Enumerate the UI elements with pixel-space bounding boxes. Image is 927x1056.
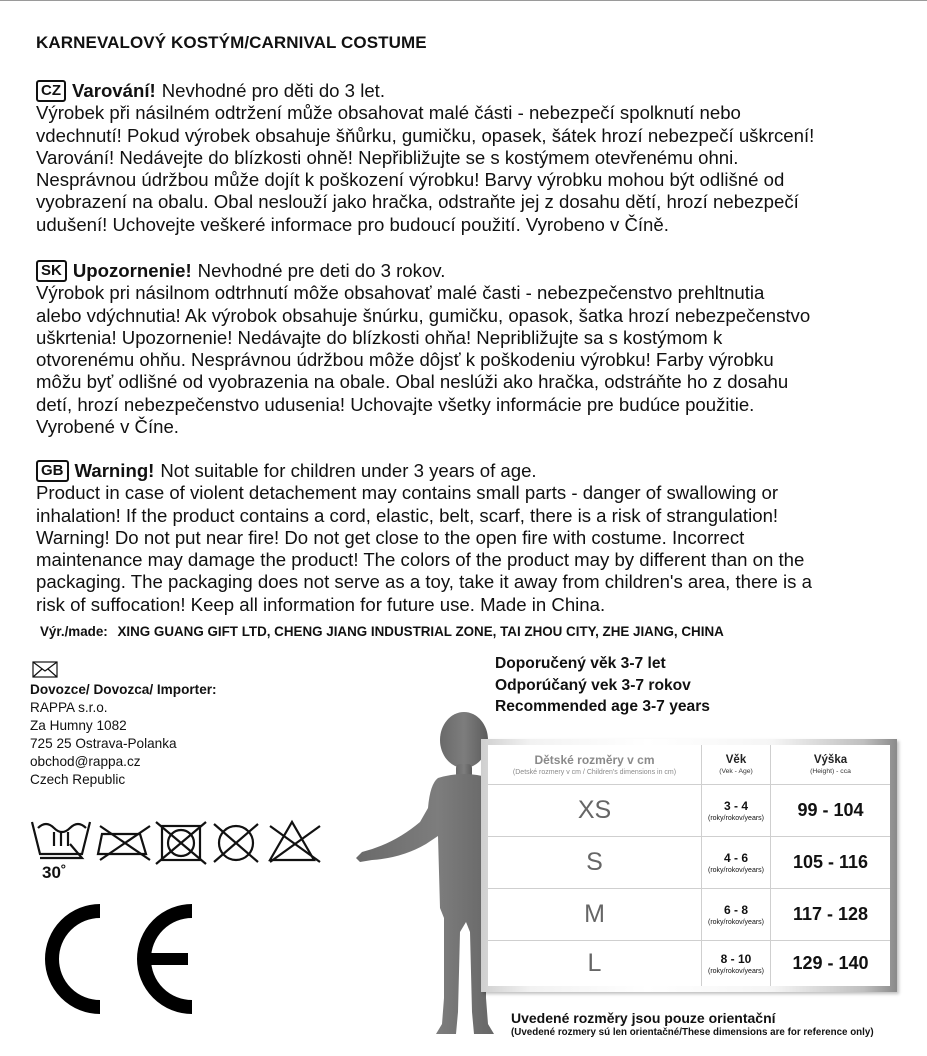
manufacturer-text: XING GUANG GIFT LTD, CHENG JIANG INDUSTRIAL ZONE, TAI ZHOU CITY, ZHE JIANG, CHINA bbox=[117, 624, 724, 639]
importer-block bbox=[30, 681, 217, 789]
warning-headline: Nevhodné pro děti do 3 let. bbox=[161, 80, 385, 101]
warning-line: Vyrobené v Číne. bbox=[36, 416, 179, 438]
warning-headline: Not suitable for children under 3 years of age. bbox=[160, 460, 537, 481]
warning-line: Nesprávnou údržbou může dojít k poškození výrobku! Barvy výrobku mohou být odlišné od bbox=[36, 169, 785, 191]
age-header-sub: (Vek - Age) bbox=[719, 768, 753, 775]
age-cell bbox=[702, 785, 771, 837]
envelope-icon bbox=[32, 661, 58, 678]
warning-line: vyobrazení na obalu. Obal neslouží jako hračka, odstraňte jej z dosahu dětí, hrozí nebezpečí bbox=[36, 191, 799, 213]
height-cell bbox=[771, 785, 890, 837]
warning-line: otvorenému ohňu. Nesprávnou údržbou môže dôjsť k poškodeniu výrobku! Farby výrobku bbox=[36, 349, 774, 371]
language-badge: SK bbox=[36, 260, 67, 282]
language-badge: GB bbox=[36, 460, 69, 482]
age-unit: (roky/rokov/years) bbox=[707, 815, 764, 822]
size-cell bbox=[488, 889, 702, 941]
warning-line: inhalation! If the product contains a cord, elastic, belt, scarf, there is a risk of strangulation! bbox=[36, 504, 779, 526]
age-cell bbox=[702, 889, 771, 941]
importer-line: Za Humny 1082 bbox=[30, 718, 127, 733]
wash-30-icon bbox=[32, 822, 90, 858]
wash-temperature: 30˚ bbox=[42, 863, 67, 882]
importer-heading: Dovozce/ Dovozca/ Importer: bbox=[30, 682, 217, 697]
size-header-main: Dětské rozměry v cm bbox=[534, 753, 655, 767]
warning-line: risk of suffocation! Keep all information for future use. Made in China. bbox=[36, 593, 606, 615]
size-value: XS bbox=[577, 796, 612, 824]
size-value: M bbox=[584, 900, 605, 928]
size-value: L bbox=[587, 949, 602, 977]
size-table bbox=[488, 745, 890, 986]
warning-line: Výrobek při násilném odtržení může obsahovat malé části - nebezpečí spolknutí nebo bbox=[36, 102, 741, 124]
height-header bbox=[771, 745, 890, 785]
language-badge: CZ bbox=[36, 80, 66, 102]
size-cell bbox=[488, 837, 702, 889]
no-tumble-dry-icon bbox=[156, 822, 206, 864]
age-unit: (roky/rokov/years) bbox=[707, 968, 764, 975]
recommended-age-line: Recommended age 3-7 years bbox=[495, 698, 710, 715]
warning-label: Varování! bbox=[72, 80, 156, 101]
warning-line: uškrtenia! Upozornenie! Nedávajte do blízkosti ohňa! Nepribližujte sa s kostýmom k bbox=[36, 326, 723, 348]
height-value: 129 - 140 bbox=[792, 953, 869, 973]
age-value: 8 - 10 bbox=[720, 952, 752, 966]
warning-line: maintenance may damage the product! The colors of the product may by different than on the bbox=[36, 549, 805, 571]
size-table-frame bbox=[481, 739, 897, 992]
size-cell bbox=[488, 785, 702, 837]
age-header bbox=[702, 745, 771, 785]
size-value: S bbox=[586, 848, 603, 876]
warning-heading bbox=[36, 460, 916, 482]
warning-line: Varování! Nedávejte do blízkosti ohně! Nepřibližujte se s kostýmem otevřenému ohni. bbox=[36, 146, 739, 168]
warning-line: alebo vdýchnutia! Ak výrobok obsahuje šnúrku, gumičku, opasok, šatka hrozí nebezpečenstvo bbox=[36, 304, 811, 326]
height-value: 99 - 104 bbox=[797, 800, 864, 820]
ce-mark-icon bbox=[28, 903, 198, 1015]
height-cell bbox=[771, 837, 890, 889]
manufacturer-label: Výr./made: bbox=[40, 624, 108, 639]
age-value: 3 - 4 bbox=[723, 799, 748, 813]
warning-block-cz bbox=[36, 80, 916, 236]
age-value: 4 - 6 bbox=[723, 851, 748, 865]
age-cell bbox=[702, 941, 771, 986]
importer-line: obchod@rappa.cz bbox=[30, 754, 141, 769]
warning-block-sk bbox=[36, 260, 916, 438]
height-cell bbox=[771, 889, 890, 941]
age-header-main: Věk bbox=[725, 754, 747, 766]
dimensions-note-main: Uvedené rozměry jsou pouze orientační bbox=[511, 1010, 776, 1026]
warning-block-gb bbox=[36, 460, 916, 616]
warning-line: packaging. The packaging does not serve as a toy, take it away from children's area, there is a bbox=[36, 571, 812, 593]
no-iron-icon bbox=[98, 826, 150, 860]
warning-line: Product in case of violent detachement may contains small parts - danger of swallowing or bbox=[36, 482, 779, 504]
recommended-age-line: Odporúčaný vek 3-7 rokov bbox=[495, 676, 691, 694]
warning-line: udušení! Uchovejte veškeré informace pro budoucí použití. Vyrobeno v Číně. bbox=[36, 213, 669, 235]
warning-line: vdechnutí! Pokud výrobek obsahuje šňůrku, gumičku, opasek, šátek hrozí nebezpečí uškrcení! bbox=[36, 124, 815, 146]
warning-headline: Nevhodné pre deti do 3 rokov. bbox=[197, 260, 446, 281]
recommended-age-line: Doporučený věk 3-7 let bbox=[495, 655, 666, 672]
size-cell bbox=[488, 941, 702, 986]
top-divider bbox=[0, 0, 927, 1]
warning-line: môžu byť odlišné od vyobrazenia na obale. Obal neslúži ako hračka, odstráňte ho z dosahu bbox=[36, 371, 789, 393]
manufacturer-line bbox=[40, 624, 724, 639]
dimensions-note-sub: (Uvedené rozmery sú len orientačné/These dimensions are for reference only) bbox=[511, 1027, 874, 1038]
height-header-main: Výška bbox=[813, 754, 848, 766]
age-unit: (roky/rokov/years) bbox=[707, 867, 764, 874]
warning-label: Warning! bbox=[74, 460, 155, 481]
size-header-sub: (Detské rozmery v cm / Children's dimensions in cm) bbox=[512, 769, 677, 776]
age-cell bbox=[702, 837, 771, 889]
importer-line: RAPPA s.r.o. bbox=[30, 700, 108, 715]
warning-heading bbox=[36, 80, 916, 102]
importer-line: 725 25 Ostrava-Polanka bbox=[30, 736, 177, 751]
warning-line: detí, hrozí nebezpečenstvo udusenia! Uchovajte všetky informácie pre budúce použitie. bbox=[36, 393, 755, 415]
height-value: 105 - 116 bbox=[792, 852, 869, 872]
height-header-sub: (Height) - cca bbox=[810, 768, 851, 775]
height-cell bbox=[771, 941, 890, 986]
no-dry-clean-icon bbox=[214, 824, 258, 862]
size-header bbox=[488, 745, 702, 785]
warning-line: Warning! Do not put near fire! Do not get close to the open fire with costume. Incorrect bbox=[36, 526, 745, 548]
warning-line: Výrobok pri násilnom odtrhnutí môže obsahovať malé časti - nebezpečenstvo prehltnutia bbox=[36, 282, 765, 304]
dimensions-note bbox=[511, 1010, 874, 1038]
page-title: KARNEVALOVÝ KOSTÝM/CARNIVAL COSTUME bbox=[36, 33, 427, 52]
age-unit: (roky/rokov/years) bbox=[707, 919, 764, 926]
warning-label: Upozornenie! bbox=[72, 260, 192, 281]
height-value: 117 - 128 bbox=[792, 904, 869, 924]
warning-heading bbox=[36, 260, 916, 282]
no-bleach-icon bbox=[270, 822, 320, 862]
importer-line: Czech Republic bbox=[30, 772, 126, 787]
recommended-age-block bbox=[495, 653, 710, 718]
care-symbols bbox=[30, 814, 330, 884]
age-value: 6 - 8 bbox=[723, 903, 748, 917]
